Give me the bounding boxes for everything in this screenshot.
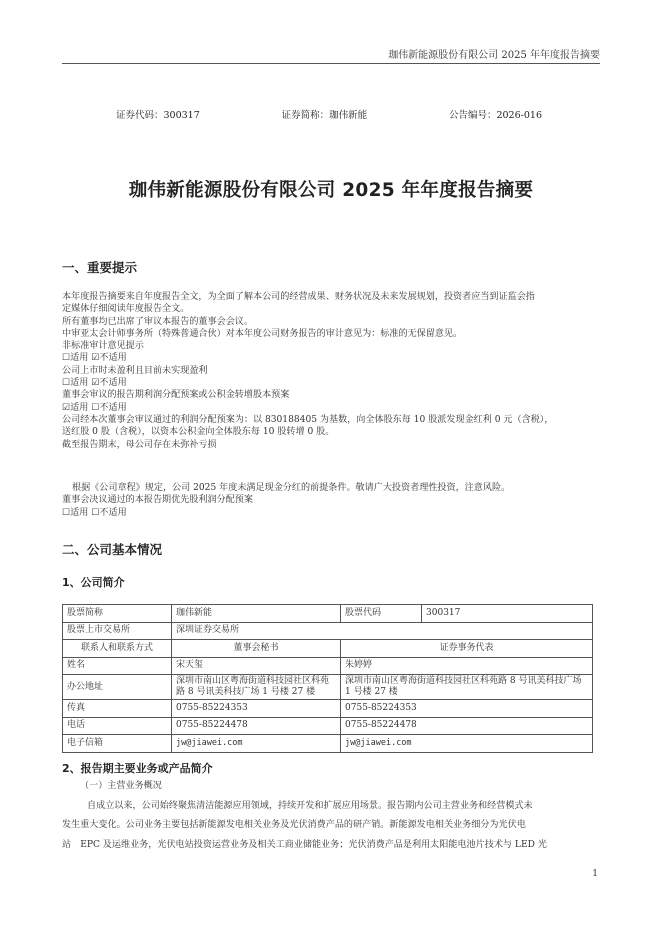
table-cell: 证券事务代表 — [341, 640, 593, 658]
table-cell: 电话 — [63, 717, 172, 735]
table-cell: 深圳市南山区粤海街道科技园社区科苑路 8 号讯美科技广场 1 号楼 27 楼 — [172, 675, 341, 700]
text-line: 非标准审计意见提示 — [62, 341, 144, 352]
table-cell: 姓名 — [63, 657, 172, 675]
text-line: ☑适用 ☐不适用 — [62, 402, 127, 413]
announcement-number: 公告编号：2026-016 — [448, 110, 542, 121]
page-title: 珈伟新能源股份有限公司 2025 年年度报告摘要 — [128, 180, 534, 201]
page-number: 1 — [592, 869, 598, 879]
table-cell: 电子信箱 — [63, 735, 172, 753]
table-row — [63, 622, 593, 640]
table-cell: 珈伟新能 — [172, 605, 341, 623]
table-cell: 股票代码 — [341, 605, 422, 623]
text-line: 截至报告期末，母公司存在未弥补亏损 — [62, 439, 217, 450]
running-header: 珈伟新能源股份有限公司 2025 年年度报告摘要 — [388, 50, 600, 61]
text-line: 董事会决议通过的本报告期优先股利润分配预案 — [62, 495, 253, 506]
text-line: 中审亚太会计师事务所（特殊普通合伙）对本年度公司财务报告的审计意见为：标准的无保留意见。 — [62, 328, 463, 339]
header-rule — [62, 63, 600, 64]
table-cell: 董事会秘书 — [172, 640, 341, 658]
table-row — [63, 657, 593, 675]
company-profile-heading: 1、公司简介 — [62, 576, 125, 589]
table-row — [63, 640, 593, 658]
meta-row — [116, 107, 542, 121]
section2-heading: 二、公司基本情况 — [62, 542, 163, 557]
section1-body — [62, 291, 602, 451]
stock-name: 证券简称：珈伟新能 — [281, 110, 368, 121]
table-cell: 办公地址 — [63, 675, 172, 700]
table-cell: 深圳证券交易所 — [172, 622, 593, 640]
table-row — [63, 605, 593, 623]
table-cell: 0755-85224478 — [172, 717, 341, 735]
table-cell: 联系人和联系方式 — [63, 640, 172, 658]
table-row — [63, 717, 593, 735]
text-line: 董事会审议的报告期利润分配预案或公积金转增股本预案 — [62, 390, 290, 401]
text-line: ☐适用 ☐不适用 — [62, 507, 127, 518]
text-line: 定媒体仔细阅读年度报告全文。 — [62, 304, 190, 315]
text-line: 自成立以来，公司始终聚焦清洁能源应用领域，持续开发和扩展应用场景。报告期内公司主营业务和经营模式未 — [87, 800, 533, 811]
section1-body-2 — [62, 482, 602, 519]
table-cell: 深圳市南山区粤海街道科技园社区科苑路 8 号讯美科技广场 1 号楼 27 楼 — [341, 675, 593, 700]
table-cell: 0755-85224478 — [341, 717, 593, 735]
table-cell: 传真 — [63, 700, 172, 718]
table-cell: 股票上市交易所 — [63, 622, 172, 640]
table-cell: 0755-85224353 — [341, 700, 593, 718]
table-row — [63, 700, 593, 718]
section1-heading: 一、重要提示 — [62, 260, 138, 275]
table-row — [63, 735, 593, 753]
text-line: 公司上市时未盈利且目前未实现盈利 — [62, 365, 208, 376]
stock-code: 证券代码：300317 — [116, 110, 200, 121]
text-line: 根据《公司章程》规定，公司 2025 年度未满足现金分红的前提条件。敬请广大投资者理性投资，注意风险。 — [72, 483, 511, 493]
text-line: （一）主营业务概况 — [80, 781, 162, 791]
text-line: 所有董事均已出席了审议本报告的董事会会议。 — [62, 316, 253, 327]
text-line: 送红股 0 股（含税），以资本公积金向全体股东每 10 股转增 0 股。 — [62, 427, 335, 438]
text-line: ☐适用 ☑不适用 — [62, 378, 127, 389]
text-line: 本年度报告摘要来自年度报告全文，为全面了解本公司的经营成果、财务状况及未来发展规划，投资者应当到证监会指 — [62, 292, 535, 302]
business-overview-heading: 2、报告期主要业务或产品简介 — [62, 762, 213, 775]
table-row — [63, 675, 593, 700]
business-body — [62, 777, 602, 855]
table-cell: 朱婷婷 — [341, 657, 593, 675]
text-line: ☐适用 ☑不适用 — [62, 353, 127, 364]
table-cell: 0755-85224353 — [172, 700, 341, 718]
table-cell: 股票简称 — [63, 605, 172, 623]
table-cell: 300317 — [422, 605, 593, 623]
company-info-table — [62, 604, 593, 753]
text-line: 发生重大变化。公司业务主要包括新能源发电相关业务及光伏消费产品的研产销。新能源发电相关业务细分为光伏电 — [62, 820, 526, 830]
table-cell: jw@jiawei.com — [341, 735, 593, 753]
table-cell: 宋天玺 — [172, 657, 341, 675]
table-cell: jw@jiawei.com — [172, 735, 341, 753]
text-line: 公司经本次董事会审议通过的利润分配预案为：以 830188405 为基数，向全体股东每 10 股派发现金红利 0 元（含税）， — [62, 414, 554, 425]
text-line: 站 EPC 及运维业务，光伏电站投资运营业务及相关工商业储能业务；光伏消费产品是利用太阳能电池片技术与 LED 光 — [62, 839, 547, 850]
